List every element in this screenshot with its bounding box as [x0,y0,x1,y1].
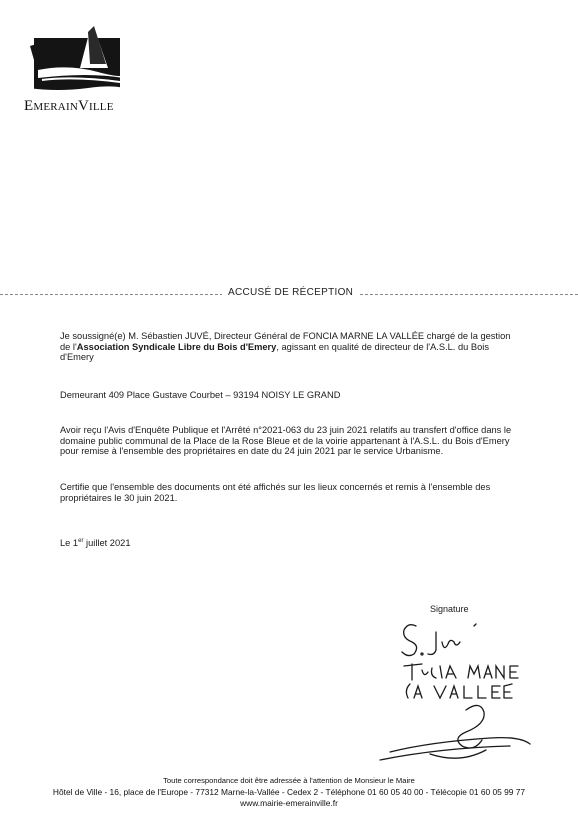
association-name: Association Syndicale Libre du Bois d'Emery [76,341,277,352]
document-date [60,538,131,548]
footer-correspondence-note: Toute correspondance doit être adressée à l'attention de Monsieur le Maire [163,776,415,785]
logo-wordmark [24,98,144,115]
logo-text-emerain: EMERAIN [24,98,78,114]
footer-website-link[interactable]: www.mairie-emerainville.fr [240,798,338,808]
paragraph-text: Je soussigné(e) M. Sébastien JUVÉ, Directeur Général de FONCIA MARNE LA VALLÉE chargé de la gestion de l' [60,331,511,352]
document-title: ACCUSÉ DE RÉCEPTION [222,287,359,298]
date-superscript: er [78,538,84,544]
paragraph-address: Demeurant 409 Place Gustave Courbet – 93194 NOISY LE GRAND [60,390,341,400]
footer-address: Hôtel de Ville - 16, place de l'Europe - 77312 Marne-la-Vallée - Cedex 2 - Téléphone 01 60 05 40 00 - Télécopie 01 60 05 99 77 [52,787,526,797]
paragraph-declarant [60,331,512,363]
paragraph-certification: Certifie que l'ensemble des documents ont été affichés sur les lieux concernés et remis à l'ensemble des propriétaires le 30 juin 2021. [60,482,491,503]
sailboat-logo-icon [28,20,128,98]
paragraph-text: , agissant en qualité de directeur de l'A.S.L. du Bois d'Emery [60,341,489,363]
logo-text-ville: VILLE [77,98,114,114]
emerainville-logo [24,20,130,125]
date-prefix: Le 1 [60,538,79,549]
paragraph-receipt: Avoir reçu l'Avis d'Enquête Publique et l'Arrêté n°2021-063 du 23 juin 2021 relatifs au transfert d'office dans le domaine public communal de la Place de la Rose Bleue et de la voirie appartenant à l'A.S.L. du Bois d'Emery pour remise à l'ensemble des propriétaires en date du 24 juin 2021 par le service Urbanisme. [60,425,512,457]
signature-label: Signature [430,604,469,614]
date-suffix: juillet 2021 [83,538,131,549]
handwritten-signature [370,614,550,774]
